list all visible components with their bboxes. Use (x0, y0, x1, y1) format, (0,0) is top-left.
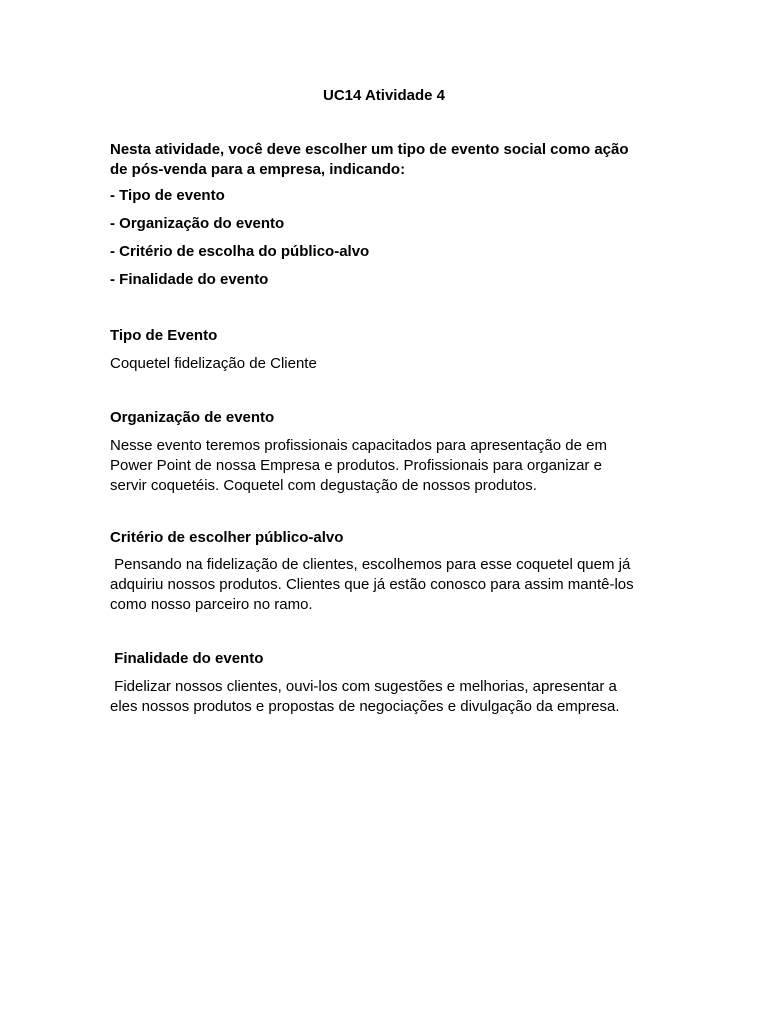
section-body-tipo-de-evento (110, 354, 670, 374)
bullet-tipo-de-evento: - Tipo de evento (110, 187, 225, 204)
body-line: como nosso parceiro no ramo. (110, 596, 313, 613)
bullet-finalidade: - Finalidade do evento (110, 271, 269, 288)
section-heading-criterio: Critério de escolher público-alvo (110, 529, 344, 546)
bullet-criterio: - Critério de escolha do público-alvo (110, 243, 370, 260)
body-line: eles nossos produtos e propostas de negociações e divulgação da empresa. (110, 698, 620, 715)
section-heading-finalidade: Finalidade do evento (110, 650, 264, 667)
bullet-organizacao: - Organização do evento (110, 215, 285, 232)
section-body-finalidade (110, 677, 670, 717)
body-line: Fidelizar nossos clientes, ouvi-los com sugestões e melhorias, apresentar a (110, 678, 617, 695)
body-line: Power Point de nossa Empresa e produtos. Profissionais para organizar e (110, 457, 602, 474)
body-line: servir coquetéis. Coquetel com degustação de nossos produtos. (110, 477, 537, 494)
section-body-organizacao (110, 436, 670, 496)
section-body-criterio (110, 555, 670, 615)
section-heading-organizacao: Organização de evento (110, 409, 275, 426)
document-title: UC14 Atividade 4 (323, 87, 445, 104)
intro-line-1: Nesta atividade, você deve escolher um tipo de evento social como ação (110, 141, 629, 158)
section-heading-tipo-de-evento: Tipo de Evento (110, 327, 218, 344)
body-line: Nesse evento teremos profissionais capacitados para apresentação de em (110, 437, 607, 454)
body-line: Pensando na fidelização de clientes, escolhemos para esse coquetel quem já (110, 556, 631, 573)
intro-line-2: de pós-venda para a empresa, indicando: (110, 161, 406, 178)
body-line: adquiriu nossos produtos. Clientes que já estão conosco para assim mantê-los (110, 576, 634, 593)
body-line: Coquetel fidelização de Cliente (110, 355, 317, 372)
